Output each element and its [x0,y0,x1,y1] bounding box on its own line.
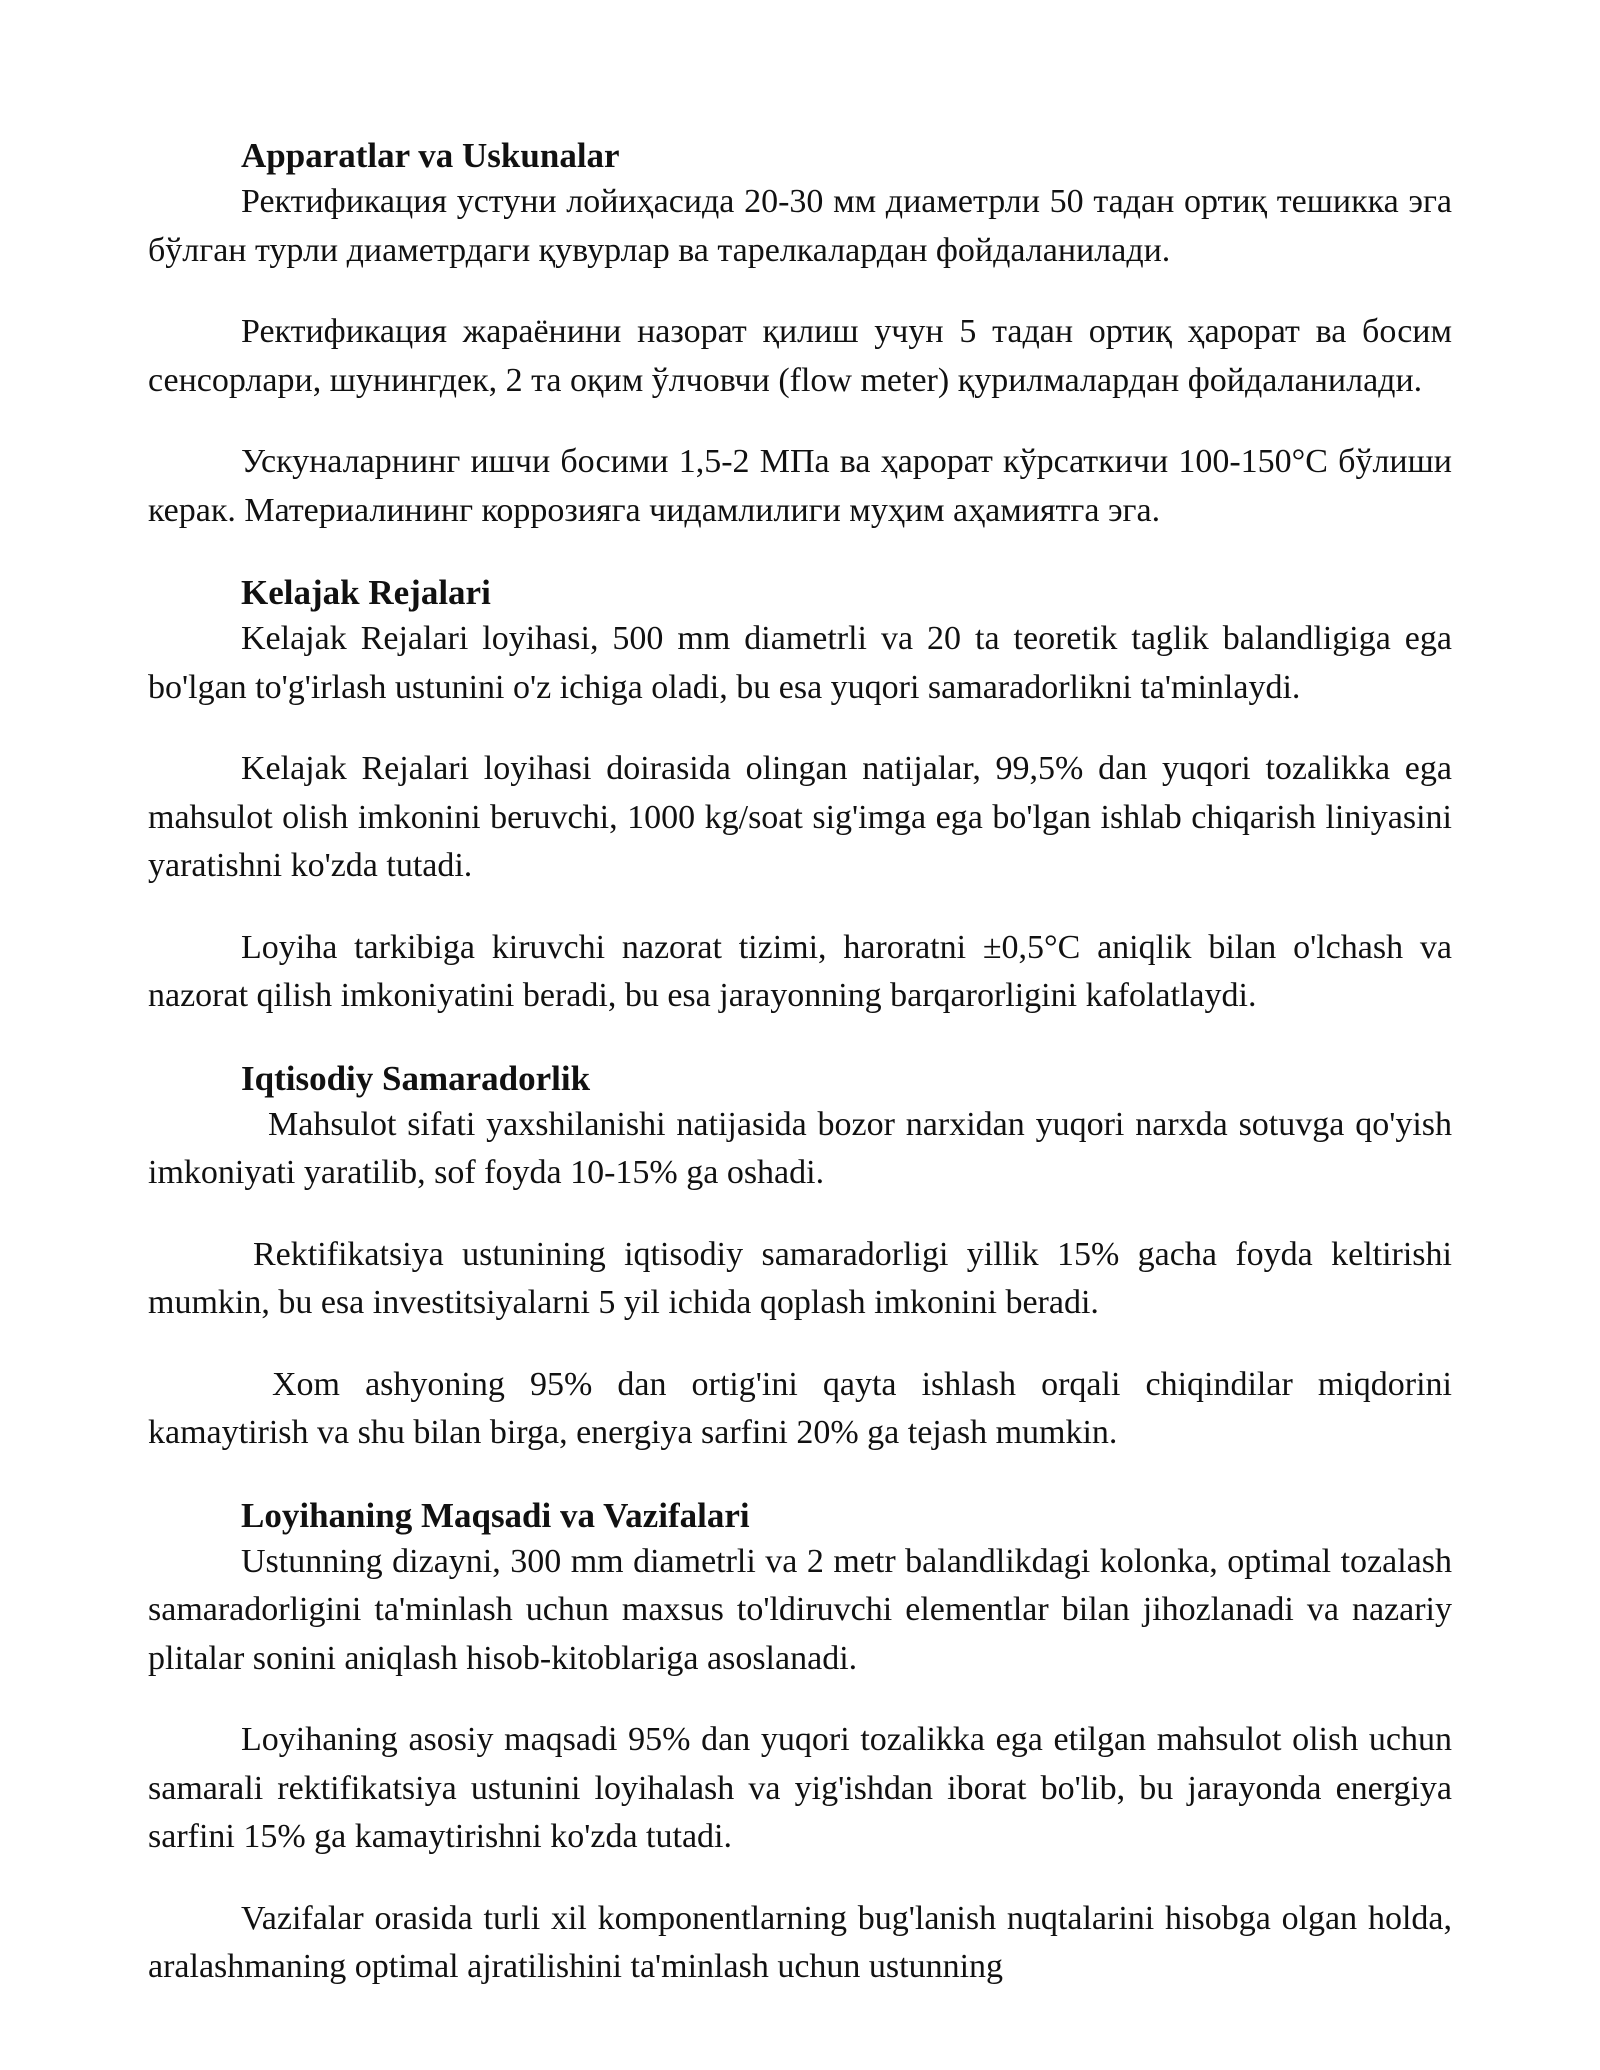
section-loyihaning-maqsadi [148,1494,1452,1992]
paragraph: Ректификация жараёнини назорат қилиш учун 5 тадан ортиқ ҳарорат ва босим сенсорлари, шунингдек, 2 та оқим ўлчовчи (flow meter) қурилмалардан фойдаланилади. [148,313,1452,399]
section-heading: Iqtisodiy Samaradorlik [241,1058,591,1098]
paragraph: Ускуналарнинг ишчи босими 1,5-2 МПа ва ҳарорат кўрсаткичи 100-150°С бўлиши керак. Материалининг коррозияга чидамлилиги муҳим аҳамиятга эга. [148,443,1452,529]
section-heading: Kelajak Rejalari [241,573,491,612]
paragraph: Kelajak Rejalari loyihasi doirasida olingan natijalar, 99,5% dan yuqori tozalikka ega mahsulot olish imkonini beruvchi, 1000 kg/soat sig'imga ega bo'lgan ishlab chiqarish liniyasini yaratishni ko'zda tutadi. [148,750,1452,884]
section-apparatlar [148,134,1452,535]
paragraph: Vazifalar orasida turli xil komponentlarning bug'lanish nuqtalarini hisobga olgan holda, aralashmaning optimal ajratilishini ta'minlash uchun ustunning [148,1899,1452,1985]
document-page [148,134,1452,2028]
paragraph: Ustunning dizayni, 300 mm diametrli va 2 metr balandlikdagi kolonka, optimal tozalash samaradorligini ta'minlash uchun maxsus to'ldiruvchi elementlar bilan jihozlanadi va nazariy plitalar sonini aniqlash hisob-kitoblariga asoslanadi. [148,1542,1452,1677]
section-iqtisodiy-samaradorlik [148,1057,1452,1458]
paragraph: Loyiha tarkibiga kiruvchi nazorat tizimi, haroratni ±0,5°C aniqlik bilan o'lchash va nazorat qilish imkoniyatini beradi, bu esa jarayonning barqarorligini kafolatlaydi. [148,928,1452,1014]
paragraph: Loyihaning asosiy maqsadi 95% dan yuqori tozalikka ega etilgan mahsulot olish uchun samarali rektifikatsiya ustunini loyihalash va yig'ishdan iborat bo'lib, bu jarayonda energiya sarfini 15% ga kamaytirishni ko'zda tutadi. [148,1721,1452,1855]
paragraph: Rektifikatsiya ustunining iqtisodiy samaradorligi yillik 15% gacha foyda keltirishi mumkin, bu esa investitsiyalarni 5 yil ichida qoplash imkonini beradi. [148,1235,1452,1321]
section-heading: Loyihaning Maqsadi va Vazifalari [241,1495,750,1535]
paragraph: Mahsulot sifati yaxshilanishi natijasida bozor narxidan yuqori narxda sotuvga qo'yish imkoniyati yaratilib, sof foyda 10-15% ga oshadi. [148,1105,1452,1191]
section-kelajak-rejalari [148,571,1452,1021]
paragraph: Ректификация устуни лойиҳасида 20-30 мм диаметрли 50 тадан ортиқ тешикка эга бўлган турли диаметрдаги қувурлар ва тарелкалардан фойдаланилади. [148,183,1452,269]
section-heading: Apparatlar va Uskunalar [241,136,620,175]
paragraph: Xom ashyoning 95% dan ortig'ini qayta ishlash orqali chiqindilar miqdorini kamaytirish va shu bilan birga, energiya sarfini 20% ga tejash mumkin. [148,1365,1452,1451]
paragraph: Kelajak Rejalari loyihasi, 500 mm diametrli va 20 ta teoretik taglik balandligiga ega bo'lgan to'g'irlash ustunini o'z ichiga oladi, bu esa yuqori samaradorlikni ta'minlaydi. [148,620,1452,706]
